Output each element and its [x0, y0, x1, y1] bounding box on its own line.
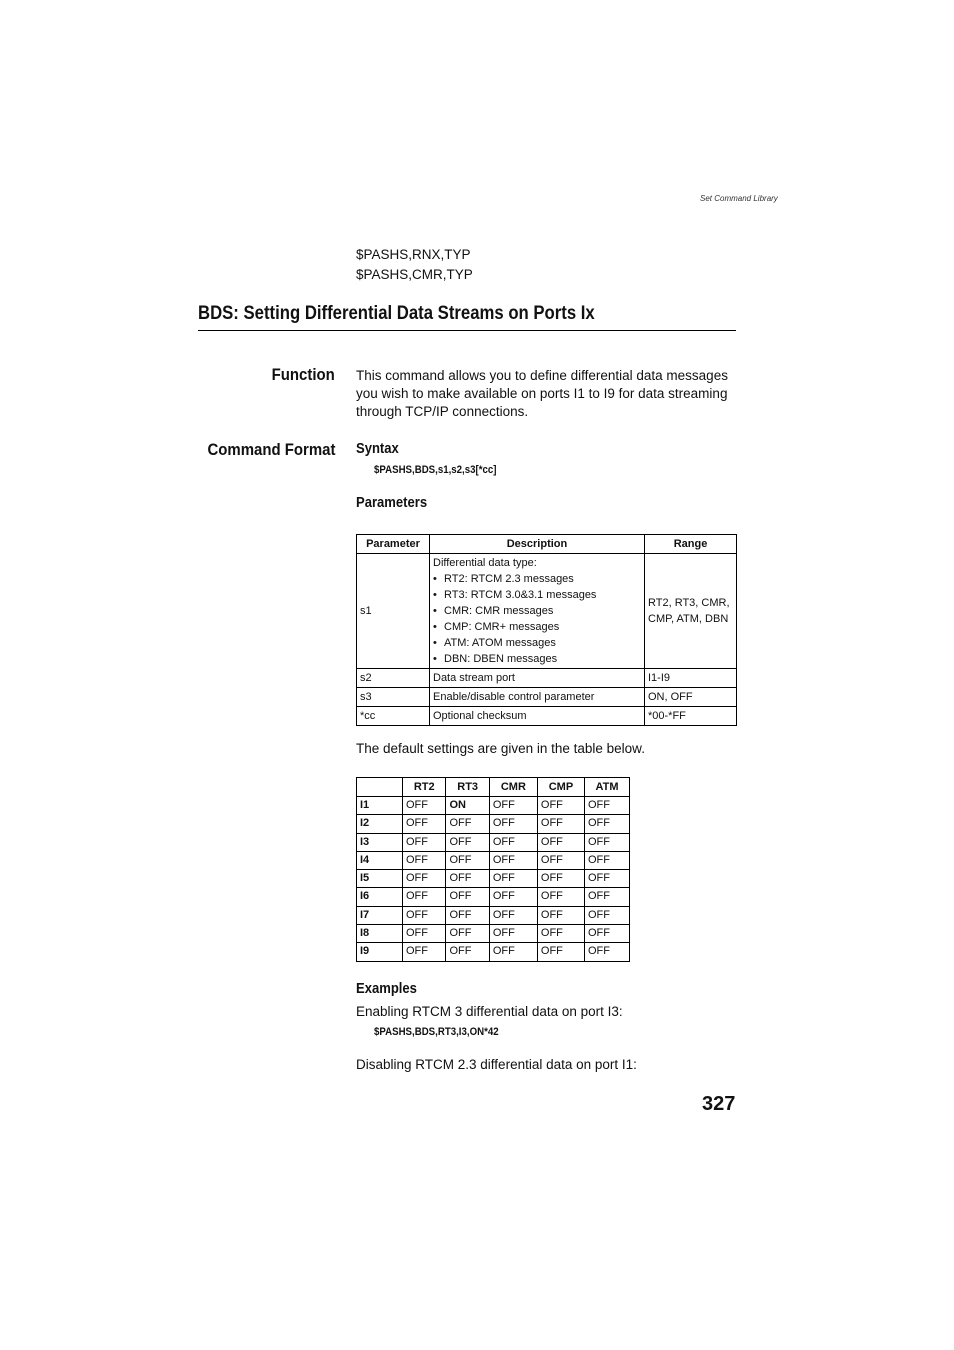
table-row [357, 669, 737, 688]
intro-line-1: $PASHS,RNX,TYP [356, 247, 471, 262]
setting-cell: OFF [537, 943, 584, 961]
header-rt2: RT2 [403, 778, 446, 797]
setting-cell: OFF [537, 815, 584, 833]
list-item: • DBN: DBEN messages [433, 651, 641, 667]
setting-cell: OFF [537, 925, 584, 943]
table-row [357, 888, 630, 906]
setting-cell: OFF [446, 833, 489, 851]
setting-cell: OFF [585, 906, 630, 924]
range-cell: I1-I9 [645, 669, 737, 688]
setting-cell: OFF [403, 888, 446, 906]
example-1-text: Enabling RTCM 3 differential data on port I3: [356, 1004, 623, 1019]
table-header-row [357, 778, 630, 797]
table-row [357, 688, 737, 707]
header-cmp: CMP [537, 778, 584, 797]
setting-cell: OFF [403, 943, 446, 961]
setting-cell: OFF [585, 815, 630, 833]
setting-cell: OFF [403, 906, 446, 924]
defaults-text: The default settings are given in the table below. [356, 741, 645, 756]
setting-cell: OFF [446, 870, 489, 888]
port-label-cell: I7 [357, 906, 403, 924]
param-cell: s3 [357, 688, 430, 707]
table-row [357, 554, 737, 669]
setting-cell: OFF [489, 906, 537, 924]
setting-cell: OFF [489, 943, 537, 961]
setting-cell: OFF [489, 815, 537, 833]
setting-cell: OFF [585, 943, 630, 961]
port-label-cell: I4 [357, 851, 403, 869]
port-label-cell: I5 [357, 870, 403, 888]
list-item: • RT3: RTCM 3.0&3.1 messages [433, 587, 641, 603]
parameters-table [356, 534, 737, 726]
examples-heading: Examples [356, 981, 417, 997]
port-label-cell: I1 [357, 797, 403, 815]
setting-cell: OFF [489, 797, 537, 815]
running-head: Set Command Library [700, 194, 778, 203]
setting-cell: OFF [489, 888, 537, 906]
table-row [357, 925, 630, 943]
setting-cell: OFF [585, 888, 630, 906]
page-number: 327 [702, 1093, 736, 1115]
param-cell: s2 [357, 669, 430, 688]
port-label-cell: I2 [357, 815, 403, 833]
setting-cell: OFF [537, 833, 584, 851]
port-label-cell: I6 [357, 888, 403, 906]
setting-cell: OFF [403, 925, 446, 943]
example-1-command: $PASHS,BDS,RT3,I3,ON*42 [374, 1026, 499, 1038]
example-2-text: Disabling RTCM 2.3 differential data on port I1: [356, 1057, 637, 1072]
table-row [357, 906, 630, 924]
setting-cell: OFF [446, 925, 489, 943]
setting-cell: OFF [489, 851, 537, 869]
table-header-row [357, 535, 737, 554]
setting-cell: OFF [489, 870, 537, 888]
list-item: • CMR: CMR messages [433, 603, 641, 619]
setting-cell: OFF [403, 851, 446, 869]
setting-cell: OFF [537, 851, 584, 869]
range-cell: *00-*FF [645, 707, 737, 726]
port-label-cell: I3 [357, 833, 403, 851]
description-list [433, 571, 641, 667]
setting-cell: OFF [489, 925, 537, 943]
header-parameter: Parameter [357, 535, 430, 554]
setting-cell: OFF [585, 797, 630, 815]
description-cell: Enable/disable control parameter [430, 688, 645, 707]
setting-cell: OFF [537, 870, 584, 888]
defaults-table [356, 777, 630, 962]
setting-cell: OFF [537, 797, 584, 815]
setting-cell: OFF [403, 815, 446, 833]
setting-cell: OFF [585, 833, 630, 851]
syntax-heading: Syntax [356, 441, 399, 457]
command-format-heading: Command Format [206, 440, 335, 459]
setting-cell: OFF [446, 815, 489, 833]
syntax-command: $PASHS,BDS,s1,s2,s3[*cc] [374, 464, 497, 476]
list-item: • ATM: ATOM messages [433, 635, 641, 651]
table-row [357, 707, 737, 726]
function-text: This command allows you to define differential data messages you wish to make available on ports I1 to I9 for data streaming through TCP/IP connections. [356, 368, 728, 419]
range-cell: ON, OFF [645, 688, 737, 707]
header-description: Description [430, 535, 645, 554]
setting-cell: OFF [489, 833, 537, 851]
setting-cell: OFF [537, 888, 584, 906]
description-cell: Optional checksum [430, 707, 645, 726]
function-heading: Function [271, 365, 335, 384]
table-row [357, 833, 630, 851]
range-cell: RT2, RT3, CMR, CMP, ATM, DBN [645, 554, 737, 669]
intro-line-2: $PASHS,CMR,TYP [356, 267, 473, 282]
table-row [357, 797, 630, 815]
setting-cell: OFF [403, 833, 446, 851]
port-label-cell: I8 [357, 925, 403, 943]
list-item: • RT2: RTCM 2.3 messages [433, 571, 641, 587]
header-atm: ATM [585, 778, 630, 797]
title-rule [198, 330, 736, 331]
param-cell: *cc [357, 707, 430, 726]
setting-cell: OFF [446, 851, 489, 869]
header-range: Range [645, 535, 737, 554]
setting-cell: ON [446, 797, 489, 815]
description-title: Differential data type: [433, 557, 537, 569]
setting-cell: OFF [403, 870, 446, 888]
section-title: BDS: Setting Differential Data Streams on Ports Ix [198, 303, 595, 324]
setting-cell: OFF [446, 888, 489, 906]
parameters-heading: Parameters [356, 495, 428, 511]
setting-cell: OFF [403, 797, 446, 815]
setting-cell: OFF [446, 943, 489, 961]
table-row [357, 851, 630, 869]
header-rt3: RT3 [446, 778, 489, 797]
description-cell: Data stream port [430, 669, 645, 688]
header-cmr: CMR [489, 778, 537, 797]
setting-cell: OFF [585, 851, 630, 869]
setting-cell: OFF [585, 925, 630, 943]
setting-cell: OFF [537, 906, 584, 924]
table-row [357, 815, 630, 833]
port-label-cell: I9 [357, 943, 403, 961]
setting-cell: OFF [446, 906, 489, 924]
param-cell: s1 [357, 554, 430, 669]
list-item: • CMP: CMR+ messages [433, 619, 641, 635]
table-row [357, 870, 630, 888]
header-corner [357, 778, 403, 797]
description-cell [430, 554, 645, 669]
setting-cell: OFF [585, 870, 630, 888]
table-row [357, 943, 630, 961]
